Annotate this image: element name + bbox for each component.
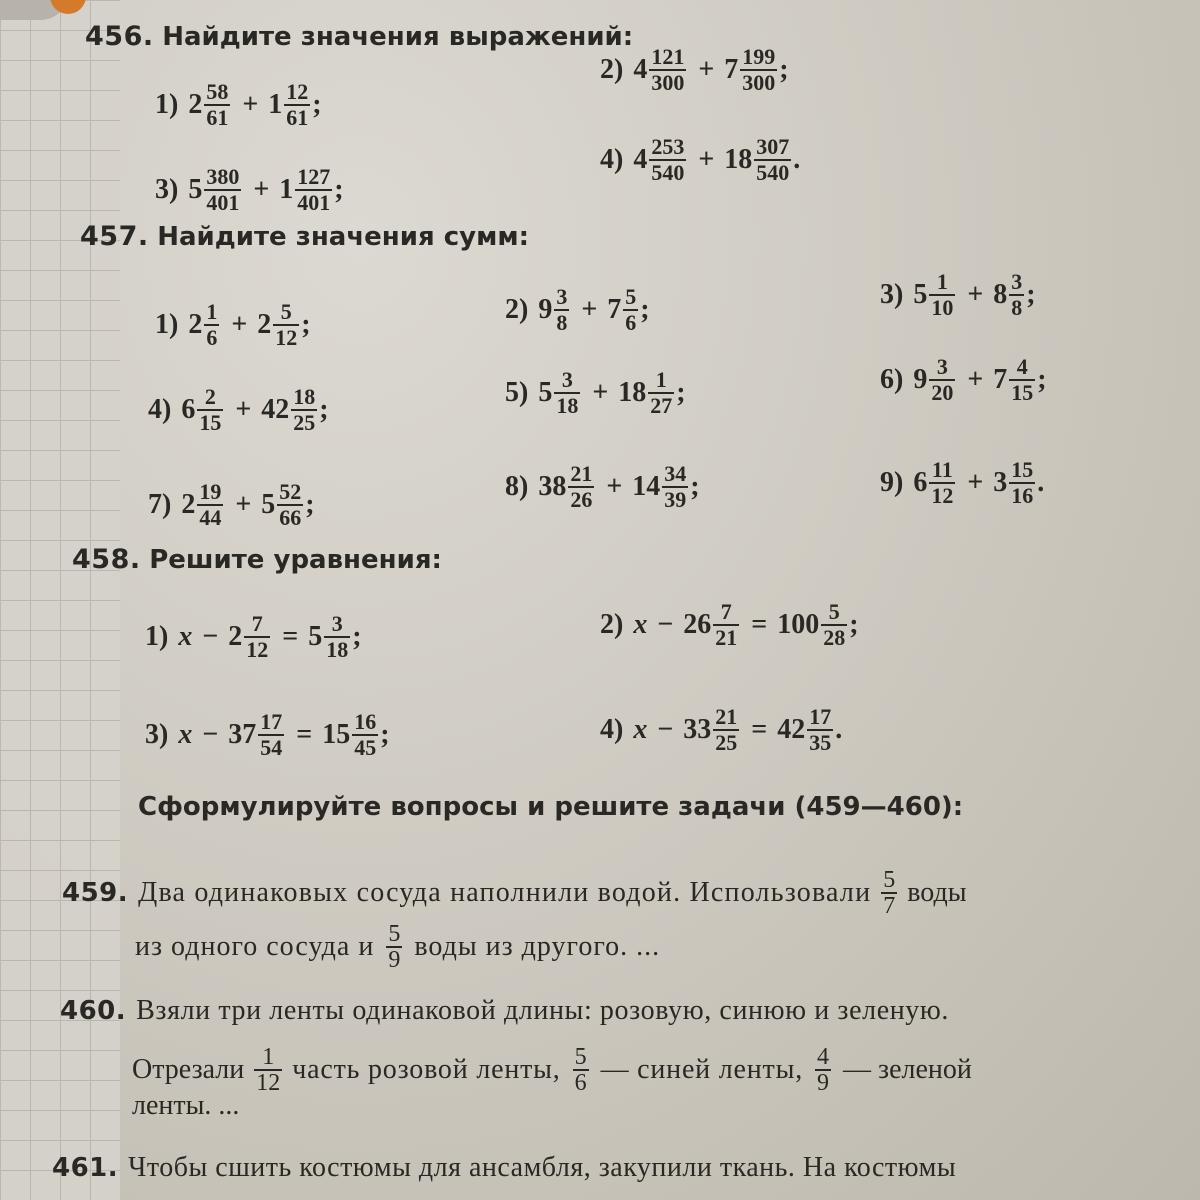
- punctuation: .: [793, 144, 801, 175]
- denominator: 25: [715, 730, 738, 755]
- equals-sign: =: [282, 621, 299, 652]
- problem-number: 457.: [80, 221, 149, 252]
- denominator: 401: [297, 190, 331, 215]
- operator: +: [592, 377, 609, 408]
- operator: +: [606, 471, 623, 502]
- numerator: 127: [297, 164, 331, 189]
- fraction: [929, 270, 955, 320]
- whole-part: 2: [257, 309, 272, 340]
- exercise-458-item: [600, 600, 859, 650]
- punctuation: ;: [380, 719, 390, 750]
- denominator: 28: [823, 625, 846, 650]
- denominator: 12: [246, 637, 269, 662]
- whole-part: 15: [322, 719, 351, 750]
- numerator: 1: [655, 367, 667, 392]
- numerator: 380: [206, 164, 240, 189]
- denominator: 6: [574, 1070, 587, 1096]
- item-number: 2): [505, 294, 529, 325]
- numerator: 52: [279, 479, 302, 504]
- operator: −: [657, 714, 674, 745]
- problem-title: Решите уравнения:: [149, 545, 442, 575]
- numerator: 5: [280, 299, 292, 324]
- exercise-458-item: [145, 612, 362, 662]
- problem-text: — синей ленты,: [600, 1054, 804, 1085]
- denominator: 61: [286, 105, 309, 130]
- punctuation: ;: [640, 294, 650, 325]
- operator: +: [967, 279, 984, 310]
- whole-part: 2: [188, 89, 203, 120]
- denominator: 26: [570, 487, 593, 512]
- numerator: 12: [286, 79, 309, 104]
- numerator: 3: [936, 354, 948, 379]
- denominator: 9: [388, 947, 401, 973]
- whole-part: 2: [181, 489, 196, 520]
- operator: +: [698, 144, 715, 175]
- exercise-458-item: [145, 710, 390, 760]
- numerator: 15: [1011, 457, 1034, 482]
- numerator: 19: [199, 479, 222, 504]
- problem-title: Найдите значения сумм:: [157, 222, 530, 252]
- whole-part: 7: [993, 364, 1008, 395]
- operator: +: [235, 489, 252, 520]
- fraction: [554, 285, 569, 335]
- item-number: 3): [145, 719, 169, 750]
- denominator: 45: [354, 735, 377, 760]
- item-number: 5): [505, 377, 529, 408]
- whole-part: 8: [993, 279, 1008, 310]
- fraction: [649, 135, 686, 185]
- numerator: 307: [756, 134, 790, 159]
- denominator: 35: [809, 730, 832, 755]
- operator: −: [657, 609, 674, 640]
- numerator: 17: [260, 709, 283, 734]
- numerator: 121: [651, 44, 685, 69]
- denominator: 12: [931, 483, 954, 508]
- operator: +: [235, 394, 252, 425]
- whole-part: 6: [181, 394, 196, 425]
- fraction: [352, 710, 378, 760]
- fraction: [568, 462, 594, 512]
- whole-part: 2: [228, 621, 243, 652]
- denominator: 18: [326, 637, 349, 662]
- numerator: 16: [354, 709, 377, 734]
- fraction: [815, 1045, 831, 1095]
- equals-sign: =: [751, 714, 768, 745]
- operator: +: [581, 294, 598, 325]
- problem-460-line3: [132, 1090, 239, 1122]
- fraction: [807, 705, 833, 755]
- numerator: 5: [574, 1044, 587, 1070]
- fraction: [662, 462, 688, 512]
- whole-part: 14: [632, 471, 661, 502]
- exercise-457-item: [148, 480, 315, 530]
- fraction: [277, 480, 303, 530]
- exercise-457-item: [880, 458, 1044, 508]
- whole-part: 7: [607, 294, 622, 325]
- exercise-457-item: [155, 300, 311, 350]
- numerator: 4: [1016, 354, 1028, 379]
- problem-number: 456.: [85, 21, 154, 52]
- problem-text: ленты. ...: [132, 1090, 240, 1121]
- equals-sign: =: [751, 609, 768, 640]
- denominator: 8: [556, 310, 568, 335]
- whole-part: 1: [268, 89, 283, 120]
- section-heading: Сформулируйте вопросы и решите задачи (459—460):: [138, 792, 964, 822]
- whole-part: 3: [993, 467, 1008, 498]
- denominator: 7: [883, 893, 896, 919]
- fraction: [929, 458, 955, 508]
- denominator: 54: [260, 735, 283, 760]
- numerator: 3: [561, 367, 573, 392]
- operator: +: [253, 174, 270, 205]
- punctuation: ;: [849, 609, 859, 640]
- numerator: 5: [883, 867, 896, 893]
- item-number: 1): [155, 309, 179, 340]
- fraction: [881, 868, 897, 918]
- variable: x: [633, 714, 648, 745]
- denominator: 66: [279, 505, 302, 530]
- numerator: 21: [715, 704, 738, 729]
- fraction: [573, 1045, 589, 1095]
- problem-text: Отрезали: [132, 1054, 245, 1085]
- fraction: [254, 1045, 282, 1095]
- punctuation: ;: [319, 394, 329, 425]
- numerator: 253: [651, 134, 685, 159]
- fraction: [648, 368, 674, 418]
- whole-part: 33: [683, 714, 712, 745]
- punctuation: ;: [305, 489, 315, 520]
- denominator: 10: [931, 295, 954, 320]
- numerator: 18: [293, 384, 316, 409]
- problem-title: Найдите значения выражений:: [162, 22, 634, 52]
- problem-number: 458.: [72, 544, 141, 575]
- punctuation: .: [835, 714, 843, 745]
- whole-part: 18: [618, 377, 647, 408]
- variable: x: [178, 719, 193, 750]
- problem-text: воды: [907, 877, 967, 908]
- fraction: [754, 135, 791, 185]
- fraction: [740, 45, 777, 95]
- operator: +: [698, 54, 715, 85]
- item-number: 9): [880, 467, 904, 498]
- problem-459-line1: [62, 868, 967, 918]
- exercise-457-item: [880, 270, 1036, 320]
- whole-part: 1: [279, 174, 294, 205]
- problem-number: 460.: [60, 996, 127, 1026]
- problem-456-header: [85, 22, 633, 52]
- problem-461-line1: [52, 1152, 956, 1184]
- fraction: [623, 285, 638, 335]
- denominator: 540: [756, 160, 790, 185]
- numerator: 7: [720, 599, 732, 624]
- whole-part: 38: [538, 471, 567, 502]
- fraction: [554, 368, 580, 418]
- numerator: 7: [251, 611, 263, 636]
- whole-part: 37: [228, 719, 257, 750]
- whole-part: 100: [777, 609, 820, 640]
- operator: +: [967, 467, 984, 498]
- denominator: 25: [293, 410, 316, 435]
- problem-460-line1: [60, 995, 949, 1027]
- problem-459-line2: [135, 922, 660, 972]
- denominator: 12: [275, 325, 298, 350]
- problem-457-header: [80, 222, 529, 252]
- denominator: 15: [1011, 380, 1034, 405]
- item-number: 4): [600, 144, 624, 175]
- denominator: 300: [742, 70, 776, 95]
- fraction: [204, 300, 219, 350]
- fraction: [273, 300, 299, 350]
- fraction: [197, 385, 223, 435]
- denominator: 300: [651, 70, 685, 95]
- numerator: 21: [570, 461, 593, 486]
- denominator: 27: [650, 393, 673, 418]
- numerator: 5: [388, 921, 401, 947]
- denominator: 6: [625, 310, 637, 335]
- item-number: 4): [148, 394, 172, 425]
- denominator: 16: [1011, 483, 1034, 508]
- item-number: 1): [155, 89, 179, 120]
- whole-part: 7: [724, 54, 739, 85]
- fraction: [295, 165, 332, 215]
- denominator: 39: [664, 487, 687, 512]
- punctuation: ;: [1026, 279, 1036, 310]
- whole-part: 5: [188, 174, 203, 205]
- item-number: 1): [145, 621, 169, 652]
- punctuation: .: [1037, 467, 1045, 498]
- exercise-456-item: [155, 165, 344, 215]
- numerator: 199: [742, 44, 776, 69]
- whole-part: 9: [913, 364, 928, 395]
- fraction: [713, 705, 739, 755]
- problem-460-line2: [132, 1045, 972, 1095]
- fraction: [258, 710, 284, 760]
- exercise-457-item: [880, 355, 1047, 405]
- denominator: 12: [256, 1070, 281, 1096]
- whole-part: 9: [538, 294, 553, 325]
- operator: +: [242, 89, 259, 120]
- exercise-457-item: [148, 385, 329, 435]
- fraction: [821, 600, 847, 650]
- denominator: 540: [651, 160, 685, 185]
- fraction: [244, 612, 270, 662]
- punctuation: ;: [312, 89, 322, 120]
- exercise-456-item: [600, 45, 789, 95]
- numerator: 4: [817, 1044, 830, 1070]
- whole-part: 26: [683, 609, 712, 640]
- problem-number: 461.: [52, 1153, 119, 1183]
- whole-part: 5: [913, 279, 928, 310]
- numerator: 5: [625, 284, 637, 309]
- punctuation: ;: [779, 54, 789, 85]
- item-number: 2): [600, 54, 624, 85]
- problem-text: Чтобы сшить костюмы для ансамбля, закупили ткань. На костюмы: [128, 1152, 957, 1183]
- denominator: 20: [931, 380, 954, 405]
- numerator: 2: [204, 384, 216, 409]
- fraction: [929, 355, 955, 405]
- item-number: 6): [880, 364, 904, 395]
- fraction: [324, 612, 350, 662]
- fraction: [1009, 270, 1024, 320]
- punctuation: ;: [690, 471, 700, 502]
- problem-text: Взяли три ленты одинаковой длины: розовую, синюю и зеленую.: [136, 995, 950, 1026]
- whole-part: 4: [633, 54, 648, 85]
- numerator: 11: [931, 457, 953, 482]
- problem-text: — зеленой: [843, 1054, 972, 1085]
- numerator: 3: [556, 284, 568, 309]
- equals-sign: =: [296, 719, 313, 750]
- punctuation: ;: [1037, 364, 1047, 395]
- exercise-456-item: [155, 80, 322, 130]
- operator: +: [231, 309, 248, 340]
- whole-part: 42: [261, 394, 290, 425]
- fraction: [1009, 458, 1035, 508]
- item-number: 3): [155, 174, 179, 205]
- operator: +: [967, 364, 984, 395]
- fraction: [1009, 355, 1035, 405]
- exercise-456-item: [600, 135, 800, 185]
- denominator: 9: [817, 1070, 830, 1096]
- punctuation: ;: [301, 309, 311, 340]
- operator: −: [202, 719, 219, 750]
- denominator: 21: [715, 625, 738, 650]
- numerator: 17: [809, 704, 832, 729]
- exercise-457-item: [505, 368, 686, 418]
- whole-part: 6: [913, 467, 928, 498]
- fraction: [284, 80, 310, 130]
- fraction: [713, 600, 739, 650]
- variable: x: [178, 621, 193, 652]
- fraction: [386, 922, 402, 972]
- item-number: 7): [148, 489, 172, 520]
- numerator: 5: [828, 599, 840, 624]
- whole-part: 42: [777, 714, 806, 745]
- denominator: 8: [1011, 295, 1023, 320]
- item-number: 8): [505, 471, 529, 502]
- numerator: 3: [1011, 269, 1023, 294]
- numerator: 58: [206, 79, 229, 104]
- denominator: 15: [199, 410, 222, 435]
- exercise-458-item: [600, 705, 842, 755]
- numerator: 34: [664, 461, 687, 486]
- whole-part: 2: [188, 309, 203, 340]
- fraction: [204, 80, 230, 130]
- variable: x: [633, 609, 648, 640]
- whole-part: 4: [633, 144, 648, 175]
- whole-part: 5: [261, 489, 276, 520]
- punctuation: ;: [334, 174, 344, 205]
- problem-text: из одного сосуда и: [135, 931, 375, 962]
- item-number: 3): [880, 279, 904, 310]
- denominator: 44: [199, 505, 222, 530]
- denominator: 401: [206, 190, 240, 215]
- fraction: [649, 45, 686, 95]
- item-number: 4): [600, 714, 624, 745]
- exercise-457-item: [505, 462, 700, 512]
- fraction: [291, 385, 317, 435]
- item-number: 2): [600, 609, 624, 640]
- whole-part: 5: [538, 377, 553, 408]
- exercise-457-item: [505, 285, 650, 335]
- numerator: 1: [206, 299, 218, 324]
- punctuation: ;: [352, 621, 362, 652]
- problem-text: Два одинаковых сосуда наполнили водой. Использовали: [138, 877, 872, 908]
- denominator: 61: [206, 105, 229, 130]
- whole-part: 5: [308, 621, 323, 652]
- whole-part: 18: [724, 144, 753, 175]
- problem-number: 459.: [62, 878, 129, 908]
- denominator: 6: [206, 325, 218, 350]
- denominator: 18: [556, 393, 579, 418]
- fraction: [204, 165, 241, 215]
- problem-text: воды из другого. ...: [414, 931, 661, 962]
- numerator: 3: [331, 611, 343, 636]
- punctuation: ;: [676, 377, 686, 408]
- numerator: 1: [936, 269, 948, 294]
- problem-text: часть розовой ленты,: [292, 1054, 561, 1085]
- operator: −: [202, 621, 219, 652]
- problem-458-header: [72, 545, 442, 575]
- numerator: 1: [262, 1044, 275, 1070]
- fraction: [197, 480, 223, 530]
